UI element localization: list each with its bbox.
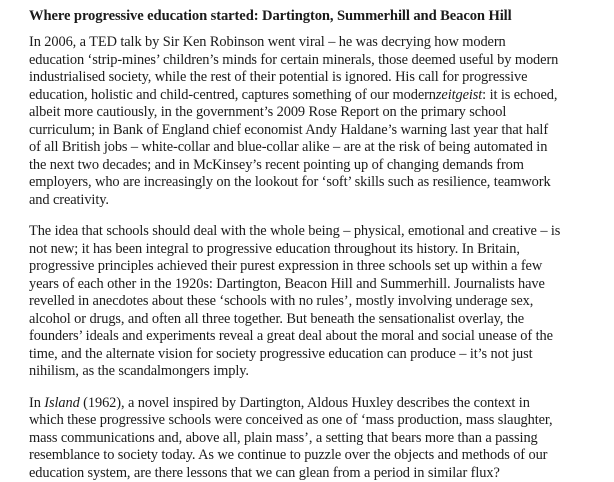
paragraph-ted-talk xyxy=(29,34,600,209)
text-line: curriculum; in Bank of England chief economist Andy Haldane’s warning last year that half xyxy=(29,122,600,140)
text-line: which these progressive schools were conceived as one of ‘mass production, mass slaughter, xyxy=(29,412,600,430)
text-line: alcohol or drugs, and often all three together. But beneath the sensationalist overlay, the xyxy=(29,311,600,329)
text-line: founders’ ideals and experiments reveal a great deal about the moral and social unease of the xyxy=(29,328,600,346)
text-line: In 2006, a TED talk by Sir Ken Robinson went viral – he was decrying how modern xyxy=(29,34,600,52)
italic-island: Island xyxy=(44,395,79,411)
text-line: revelled in anecdotes about these ‘schools with no rules’, mostly involving underage sex, xyxy=(29,293,600,311)
text-line: mass communications and, above all, plain mass’, a setting that bears more than a passing xyxy=(29,430,600,448)
article-heading: Where progressive education started: Dartington, Summerhill and Beacon Hill xyxy=(29,7,600,25)
text-line: and creativity. xyxy=(29,192,600,210)
text-line xyxy=(29,87,600,105)
text-line: nihilism, as the scandalmongers imply. xyxy=(29,363,600,381)
paragraph-island xyxy=(29,395,600,482)
text-line: education system, are there lessons that we can glean from a period in similar flux? xyxy=(29,465,600,482)
text-line: education ‘strip-mines’ children’s minds for certain minerals, those deemed useful by modern xyxy=(29,52,600,70)
text-line: industrialised society, while the rest of their potential is ignored. His call for progressive xyxy=(29,69,600,87)
italic-zeitgeist: zeitgeist xyxy=(436,87,482,103)
text-fragment: : it is echoed, xyxy=(482,87,557,103)
paragraph-whole-being xyxy=(29,223,600,381)
text-line: years of each other in the 1920s: Dartington, Beacon Hill and Summerhill. Journalists have xyxy=(29,276,600,294)
text-line: not new; it has been integral to progressive education throughout its history. In Britain, xyxy=(29,241,600,259)
text-fragment: In xyxy=(29,395,44,411)
text-line: the next two decades; and in McKinsey’s recent pointing up of changing demands from xyxy=(29,157,600,175)
text-line: progressive principles achieved their purest expression in three schools set up within a few xyxy=(29,258,600,276)
text-line: resemblance to society today. As we continue to puzzle over the objects and methods of our xyxy=(29,447,600,465)
text-fragment: (1962), a novel inspired by Dartington, Aldous Huxley describes the context in xyxy=(80,395,530,411)
text-line: employers, who are increasingly on the lookout for ‘soft’ skills such as resilience, teamwork xyxy=(29,174,600,192)
text-line xyxy=(29,395,600,413)
text-line: albeit more cautiously, in the government’s 2009 Rose Report on the primary school xyxy=(29,104,600,122)
text-fragment: education, holistic and child-centred, captures something of our modern xyxy=(29,87,436,103)
text-line: of all British jobs – white-collar and blue-collar alike – are at the risk of being automated in xyxy=(29,139,600,157)
text-line: The idea that schools should deal with the whole being – physical, emotional and creative – is xyxy=(29,223,600,241)
text-line: time, and the alternate vision for society progressive education can produce – it’s not just xyxy=(29,346,600,364)
